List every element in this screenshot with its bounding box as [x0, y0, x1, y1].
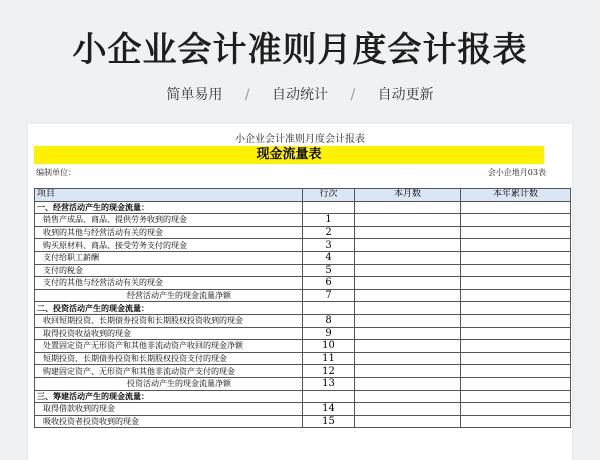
cell-current-month[interactable]: [355, 302, 461, 315]
row-line-number: 7: [303, 289, 355, 302]
table-row: [35, 264, 571, 277]
row-label: 支付给职工薪酬: [35, 251, 303, 264]
row-label: 一、经营活动产生的现金流量：: [35, 201, 303, 214]
row-line-number: 11: [303, 352, 355, 365]
row-line-number: 6: [303, 277, 355, 290]
spreadsheet-preview: [28, 124, 572, 460]
table-row: [35, 314, 571, 327]
cell-year-to-date[interactable]: [461, 327, 571, 340]
cell-year-to-date[interactable]: [461, 415, 571, 428]
row-label: 购买原材料、商品、接受劳务支付的现金: [35, 239, 303, 252]
table-row: [35, 289, 571, 302]
row-line-number: 2: [303, 226, 355, 239]
table-row: [35, 327, 571, 340]
cell-current-month[interactable]: [355, 327, 461, 340]
row-label: 处置固定资产无形资产和其他非流动资产收回的现金净额: [35, 340, 303, 353]
table-row: [35, 277, 571, 290]
row-label: 二、投资活动产生的现金流量：: [35, 302, 303, 315]
sheet-banner: 现金流量表: [34, 146, 544, 164]
cell-year-to-date[interactable]: [461, 201, 571, 214]
page-title: 小企业会计准则月度会计报表: [72, 30, 528, 70]
feature-separator: /: [244, 87, 250, 103]
row-line-number: 8: [303, 314, 355, 327]
cell-current-month[interactable]: [355, 277, 461, 290]
feature-auto-update: 自动更新: [377, 87, 434, 103]
cell-current-month[interactable]: [355, 314, 461, 327]
row-label: 收到的其他与经营活动有关的现金: [35, 226, 303, 239]
cell-year-to-date[interactable]: [461, 390, 571, 403]
row-line-number: 12: [303, 365, 355, 378]
cell-current-month[interactable]: [355, 201, 461, 214]
row-label: 销售产成品、商品、提供劳务收到的现金: [35, 214, 303, 227]
table-row: [35, 352, 571, 365]
row-label: 经营活动产生的现金流量净额: [35, 289, 303, 302]
cell-current-month[interactable]: [355, 390, 461, 403]
cell-current-month[interactable]: [355, 403, 461, 416]
cell-year-to-date[interactable]: [461, 302, 571, 315]
cell-year-to-date[interactable]: [461, 314, 571, 327]
column-header-line: 行次: [303, 189, 355, 202]
row-line-number: 13: [303, 377, 355, 390]
cell-current-month[interactable]: [355, 251, 461, 264]
row-label: 吸收投资者投资收到的现金: [35, 415, 303, 428]
cell-current-month[interactable]: [355, 340, 461, 353]
feature-auto-statistics: 自动统计: [272, 87, 328, 103]
table-header-row: [35, 189, 571, 202]
cell-current-month[interactable]: [355, 352, 461, 365]
table-row: [35, 403, 571, 416]
row-label: 购建固定资产、无形资产和其他非流动资产支付的现金: [35, 365, 303, 378]
form-code: 会小企地月03表: [487, 168, 546, 177]
table-row: [35, 340, 571, 353]
cell-year-to-date[interactable]: [461, 277, 571, 290]
column-header-item: 项目: [35, 189, 303, 202]
column-header-current-month: 本月数: [355, 189, 461, 202]
row-line-number: 14: [303, 403, 355, 416]
row-line-number: [303, 390, 355, 403]
table-row: [35, 415, 571, 428]
cash-flow-table: [34, 188, 571, 428]
row-label: 取得借款收到的现金: [35, 403, 303, 416]
feature-easy-to-use: 简单易用: [166, 87, 223, 103]
cell-year-to-date[interactable]: [461, 403, 571, 416]
cell-year-to-date[interactable]: [461, 377, 571, 390]
cell-year-to-date[interactable]: [461, 251, 571, 264]
row-label: 短期投资、长期债券投资和长期股权投资支付的现金: [35, 352, 303, 365]
table-section-row: [35, 201, 571, 214]
cell-year-to-date[interactable]: [461, 365, 571, 378]
table-section-row: [35, 390, 571, 403]
cell-year-to-date[interactable]: [461, 289, 571, 302]
cell-current-month[interactable]: [355, 214, 461, 227]
cell-current-month[interactable]: [355, 264, 461, 277]
table-row: [35, 365, 571, 378]
cell-current-month[interactable]: [355, 365, 461, 378]
table-row: [35, 226, 571, 239]
table-body: [35, 201, 571, 428]
unit-label: 编制单位：: [36, 168, 76, 177]
row-line-number: 5: [303, 264, 355, 277]
table-row: [35, 377, 571, 390]
row-line-number: 10: [303, 340, 355, 353]
column-header-year-to-date: 本年累计数: [461, 189, 571, 202]
row-line-number: 4: [303, 251, 355, 264]
cell-year-to-date[interactable]: [461, 352, 571, 365]
row-line-number: 15: [303, 415, 355, 428]
cell-year-to-date[interactable]: [461, 226, 571, 239]
feature-list: [0, 84, 600, 104]
cell-year-to-date[interactable]: [461, 214, 571, 227]
table-row: [35, 251, 571, 264]
table-row: [35, 214, 571, 227]
row-label: 投资活动产生的现金流量净额: [35, 377, 303, 390]
cell-year-to-date[interactable]: [461, 264, 571, 277]
cell-current-month[interactable]: [355, 415, 461, 428]
row-label: 三、筹建活动产生的现金流量：: [35, 390, 303, 403]
row-label: 取得投资收益收到的现金: [35, 327, 303, 340]
sheet-title: 小企业会计准则月度会计报表: [235, 134, 365, 145]
table-row: [35, 239, 571, 252]
row-label: 支付的其他与经营活动有关的现金: [35, 277, 303, 290]
cell-current-month[interactable]: [355, 239, 461, 252]
cell-current-month[interactable]: [355, 226, 461, 239]
row-line-number: 9: [303, 327, 355, 340]
table-section-row: [35, 302, 571, 315]
row-line-number: [303, 302, 355, 315]
row-line-number: [303, 201, 355, 214]
row-line-number: 3: [303, 239, 355, 252]
cell-current-month[interactable]: [355, 289, 461, 302]
cell-year-to-date[interactable]: [461, 340, 571, 353]
cell-year-to-date[interactable]: [461, 239, 571, 252]
row-label: 收回短期投资、长期债券投资和长期股权投资收到的现金: [35, 314, 303, 327]
row-label: 支付的税金: [35, 264, 303, 277]
row-line-number: 1: [303, 214, 355, 227]
feature-separator: /: [350, 87, 356, 103]
cell-current-month[interactable]: [355, 377, 461, 390]
